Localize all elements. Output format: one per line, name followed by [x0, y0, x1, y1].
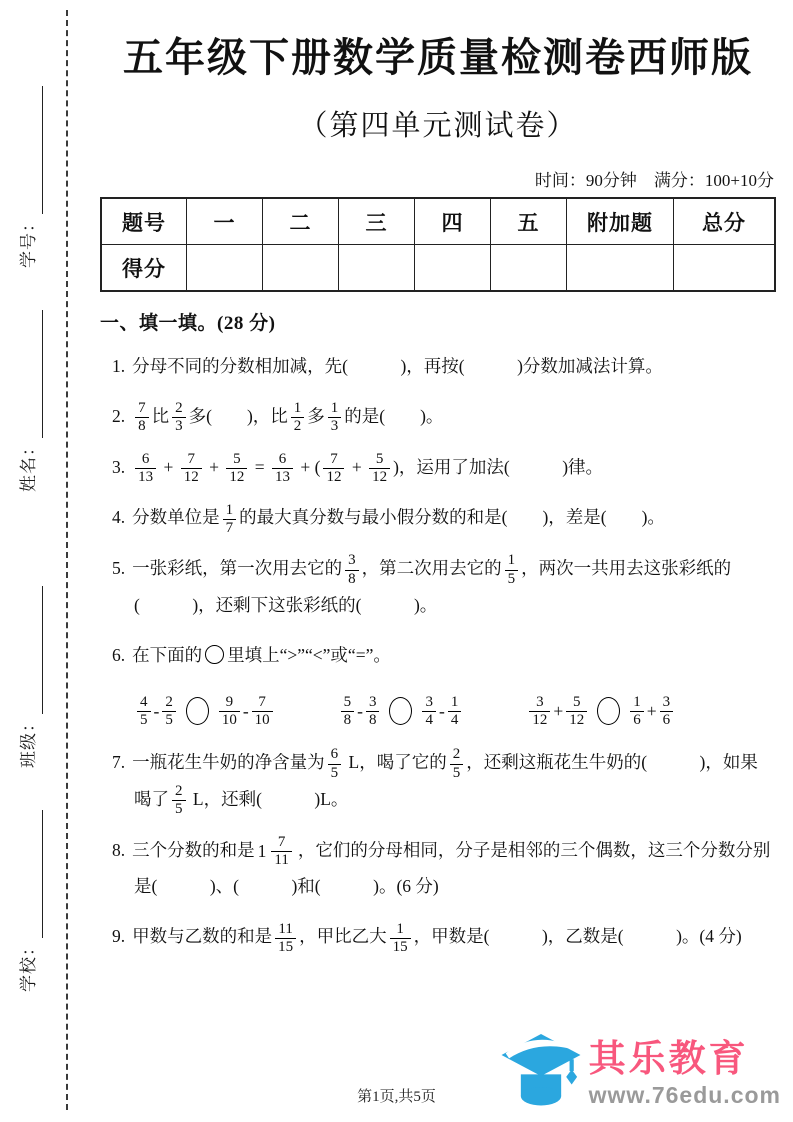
text-run: 一张彩纸，第一次用去它的	[132, 558, 343, 579]
fraction-numerator: 11	[278, 920, 293, 937]
fraction-numerator: 2	[452, 746, 461, 763]
fraction-numerator: 1	[633, 693, 641, 710]
fraction-numerator: 7	[330, 450, 338, 467]
fraction-denominator: 10	[221, 711, 237, 728]
section-heading: 一、填一填。(28 分)	[100, 313, 276, 334]
brand-url: www.76edu.com	[588, 1081, 781, 1108]
text-run: 多	[307, 405, 325, 426]
text-run: L，还剩( )L。	[188, 788, 349, 809]
score-table-header-cell: 四	[415, 198, 491, 245]
fraction	[630, 694, 644, 730]
fraction-denominator: 5	[330, 764, 339, 781]
fraction-denominator: 5	[507, 570, 516, 587]
score-cell-empty	[263, 245, 339, 292]
brand-name: 其乐教育	[588, 1038, 749, 1079]
question-number: 2.	[112, 405, 126, 426]
fraction-numerator: 4	[140, 693, 148, 710]
fraction	[390, 921, 411, 957]
text-run: 分母不同的分数相加减，先( )，再按( )分数加减法计算。	[132, 356, 663, 376]
question-item	[100, 833, 776, 906]
fraction-denominator: 11	[274, 852, 289, 869]
score-table-header-cell: 总分	[674, 198, 776, 245]
fraction	[505, 552, 519, 588]
fraction	[341, 694, 355, 730]
fraction	[219, 694, 240, 730]
fraction	[172, 783, 186, 819]
text-run: ，它们的分母相同，分子是相邻的三个偶数，这三个分数分别	[297, 839, 771, 860]
fraction-numerator: 2	[165, 693, 173, 710]
text-run: 的最大真分数与最小假分数的和是( )，差是( )。	[239, 507, 665, 528]
fraction-denominator: 13	[275, 469, 290, 486]
fraction-numerator: 7	[138, 400, 146, 417]
text-run: 多( )，比	[188, 405, 288, 426]
text-run: -	[357, 700, 363, 721]
score-cell-empty	[339, 245, 415, 292]
fraction-numerator: 3	[662, 693, 671, 710]
fraction	[291, 400, 305, 436]
exam-meta: 时间：90分钟 满分：100+10分	[534, 171, 774, 190]
fraction-denominator: 13	[138, 469, 154, 486]
score-table-header-cell: 二	[263, 198, 339, 245]
question-number: 9.	[112, 926, 126, 947]
question-item	[100, 399, 776, 436]
text-run: 的是( )。	[344, 405, 444, 426]
mixed-whole: 1	[257, 840, 267, 861]
text-run: ，甲数是( )，乙数是( )。(4 分)	[413, 926, 742, 947]
text-run: ，两次一共用去这张彩纸的	[521, 558, 732, 579]
fraction	[271, 834, 291, 870]
fraction-numerator: 1	[225, 501, 234, 518]
fraction-numerator: 1	[293, 400, 302, 417]
fraction-numerator: 7	[277, 833, 286, 850]
text-run: L，喝了它的	[344, 752, 447, 773]
sidebar-field-label: 班级：	[19, 714, 38, 768]
fraction-numerator: 6	[278, 450, 287, 467]
text-run: 在下面的	[132, 644, 203, 665]
fraction-denominator: 5	[140, 711, 148, 728]
fraction-numerator: 6	[330, 746, 339, 763]
fraction	[252, 694, 273, 730]
fraction-denominator: 4	[450, 711, 459, 728]
fraction-numerator: 3	[368, 693, 377, 710]
fraction-numerator: 3	[348, 552, 356, 569]
score-table-score-row	[101, 245, 775, 292]
question-number: 6.	[112, 644, 126, 665]
text-run: 一瓶花生牛奶的净含量为	[132, 752, 325, 773]
comparison-group	[338, 694, 465, 730]
question-list	[100, 349, 776, 956]
score-cell-empty	[674, 245, 776, 292]
score-cell-empty	[567, 245, 674, 292]
fraction-denominator: 7	[225, 519, 234, 536]
blank-line	[40, 586, 43, 714]
comparison-group	[526, 694, 676, 730]
fraction	[369, 451, 390, 487]
text-run: ( )，还剩下这张彩纸的( )。	[134, 594, 438, 615]
fraction-denominator: 6	[633, 711, 641, 728]
score-cell-empty	[415, 245, 491, 292]
fraction	[328, 400, 342, 436]
text-run: 喝了	[134, 788, 169, 809]
question-item	[100, 349, 776, 385]
fraction-denominator: 12	[532, 711, 548, 728]
fraction	[135, 400, 149, 436]
fraction-numerator: 3	[425, 693, 433, 710]
sidebar-field-school	[14, 810, 43, 992]
text-run: +	[347, 456, 367, 477]
exam-title: 五年级下册数学质量检测卷西师版	[123, 35, 753, 80]
question-number: 5.	[112, 558, 126, 579]
comparison-circle	[205, 645, 224, 664]
text-run: +	[204, 456, 224, 477]
fraction	[135, 451, 156, 487]
fraction-numerator: 2	[175, 783, 183, 800]
fraction	[328, 746, 342, 782]
text-run: + (	[296, 456, 321, 477]
score-table-header-row	[101, 198, 775, 245]
fraction-denominator: 4	[425, 711, 433, 728]
fraction	[223, 502, 237, 538]
fraction-numerator: 5	[572, 693, 581, 710]
score-table-header-cell: 一	[187, 198, 263, 245]
question-item	[100, 638, 776, 674]
sidebar-field-label: 学校：	[19, 938, 38, 992]
fraction	[226, 451, 247, 487]
fraction-numerator: 3	[536, 693, 544, 710]
question-number: 3.	[112, 456, 126, 477]
question-number: 4.	[112, 507, 126, 528]
fraction-numerator: 1	[396, 920, 404, 937]
sidebar-field-label: 姓名：	[19, 438, 38, 492]
fraction-numerator: 2	[175, 400, 183, 417]
comparison-circle	[597, 697, 620, 725]
fraction	[529, 694, 550, 730]
fraction	[345, 552, 359, 588]
fraction-denominator: 2	[293, 418, 302, 435]
sidebar-field-label: 学号：	[19, 214, 38, 268]
comparison-circle	[186, 697, 209, 725]
fraction	[272, 451, 293, 487]
fraction	[162, 694, 176, 730]
blank-line	[40, 310, 43, 438]
score-cell-empty	[491, 245, 567, 292]
text-run: ，第二次用去它的	[361, 558, 502, 579]
text-run: -	[438, 700, 445, 721]
blank-line	[40, 810, 43, 938]
fraction	[137, 694, 151, 730]
fraction-denominator: 12	[229, 469, 245, 486]
score-table-header-cell: 五	[491, 198, 567, 245]
text-run: 分数单位是	[132, 507, 220, 528]
fraction-denominator: 8	[138, 418, 146, 435]
fraction	[366, 694, 380, 730]
question-number: 7.	[112, 752, 126, 773]
score-cell-empty	[187, 245, 263, 292]
text-run: 甲数与乙数的和是	[132, 926, 273, 947]
question-number: 8.	[112, 839, 126, 860]
fraction-denominator: 5	[175, 801, 183, 818]
fraction-denominator: 3	[175, 418, 183, 435]
fraction-numerator: 1	[450, 693, 459, 710]
fraction-numerator: 6	[141, 450, 150, 467]
fraction-denominator: 12	[183, 469, 199, 486]
question-item	[100, 919, 776, 956]
text-run: ，甲比乙大	[299, 926, 387, 947]
comparison-row	[100, 694, 776, 730]
text-run: -	[153, 700, 160, 721]
fraction-denominator: 15	[392, 938, 408, 955]
page-indicator: 第1页,共5页	[357, 1089, 436, 1105]
blank-line	[40, 86, 43, 214]
exam-content	[100, 0, 776, 970]
fraction-denominator: 15	[278, 938, 294, 955]
fraction-denominator: 5	[452, 764, 461, 781]
question-number: 1.	[112, 356, 126, 376]
question-item	[100, 500, 776, 537]
sidebar-field-student-number	[14, 86, 43, 268]
fraction	[275, 921, 296, 957]
fraction-numerator: 5	[375, 450, 384, 467]
fraction-numerator: 5	[233, 450, 241, 467]
fraction-numerator: 1	[330, 400, 339, 417]
fraction	[181, 451, 202, 487]
text-run: 是( )、( )和( )。(6 分)	[134, 876, 439, 897]
graduation-cap-icon	[499, 1027, 583, 1120]
text-run: -	[242, 700, 249, 721]
fraction-denominator: 12	[326, 469, 342, 486]
brand-text	[589, 1039, 781, 1108]
text-run: 三个分数的和是	[132, 839, 255, 860]
comparison-group	[134, 694, 276, 730]
score-table-header-cell: 附加题	[567, 198, 674, 245]
score-row-label: 得分	[101, 245, 187, 292]
question-item	[100, 745, 776, 818]
fraction	[566, 694, 587, 730]
fraction-denominator: 8	[348, 570, 356, 587]
fraction-denominator: 12	[569, 711, 585, 728]
text-run: )，运用了加法( )律。	[393, 456, 604, 477]
text-run: 比	[151, 405, 170, 426]
text-run: +	[646, 700, 657, 721]
fraction-numerator: 1	[507, 552, 516, 569]
text-run: ，还剩这瓶花生牛奶的( )，如果	[466, 752, 758, 773]
comparison-circle	[389, 697, 412, 725]
sidebar-field-class	[14, 586, 43, 768]
text-run: +	[553, 700, 564, 721]
fraction-denominator: 5	[165, 711, 173, 728]
fraction-denominator: 3	[330, 418, 339, 435]
fraction	[450, 746, 464, 782]
fraction	[172, 400, 186, 436]
score-table	[100, 197, 776, 292]
fraction-numerator: 7	[258, 693, 266, 710]
fraction	[660, 694, 674, 730]
cut-dashed-line	[66, 10, 68, 1110]
fraction-denominator: 8	[343, 711, 352, 728]
fraction-numerator: 5	[343, 693, 352, 710]
score-table-header-cell: 三	[339, 198, 415, 245]
fraction-denominator: 8	[368, 711, 377, 728]
fraction-denominator: 10	[254, 711, 270, 728]
text-run: +	[159, 456, 178, 477]
fraction-denominator: 6	[662, 711, 671, 728]
score-table-header-cell: 题号	[101, 198, 187, 245]
exam-subtitle: （第四单元测试卷）	[298, 110, 578, 142]
fraction-numerator: 7	[187, 450, 195, 467]
text-run: 里填上“>”“<”或“=”。	[227, 644, 391, 665]
text-run: =	[250, 456, 269, 477]
brand-logo	[499, 1027, 781, 1120]
fraction-denominator: 12	[372, 469, 388, 486]
fraction	[448, 694, 462, 730]
question-item	[100, 450, 776, 487]
fraction	[323, 451, 344, 487]
sidebar-field-student-name	[14, 310, 43, 492]
question-item	[100, 551, 776, 624]
fraction	[422, 694, 436, 730]
mixed-number	[258, 834, 295, 870]
fraction-numerator: 9	[225, 693, 234, 710]
